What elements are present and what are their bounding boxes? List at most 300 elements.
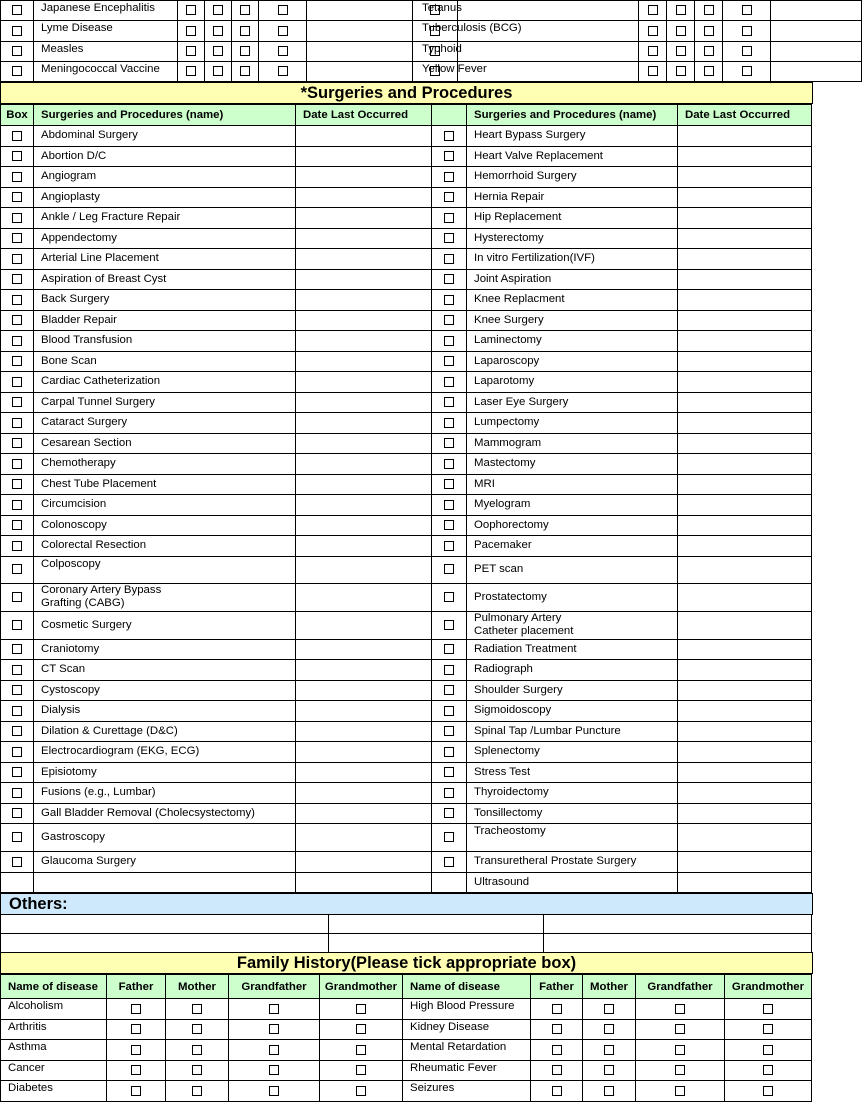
checkbox[interactable] (676, 26, 686, 36)
surgery-date[interactable] (296, 762, 432, 783)
surgery-date[interactable] (678, 680, 812, 701)
checkbox[interactable] (676, 5, 686, 15)
surgery-box-cell (1, 639, 34, 660)
surgery-date[interactable] (296, 680, 432, 701)
family-disease: Arthritis (1, 1019, 107, 1040)
checkbox[interactable] (763, 1004, 773, 1014)
surgery-date[interactable] (296, 146, 432, 167)
checkbox[interactable] (240, 5, 250, 15)
surgery-date[interactable] (678, 872, 812, 893)
surgery-box-cell (432, 392, 467, 413)
vaccine-dose-cell (259, 1, 307, 21)
checkbox[interactable] (186, 66, 196, 76)
checkbox[interactable] (12, 254, 22, 264)
surgery-name: Prostatectomy (467, 583, 678, 611)
checkbox[interactable] (763, 1024, 773, 1034)
surgery-name: Knee Replacment (467, 290, 678, 311)
family-disease: Seizures (403, 1081, 531, 1102)
checkbox[interactable] (648, 26, 658, 36)
checkbox[interactable] (269, 1065, 279, 1075)
checkbox[interactable] (12, 315, 22, 325)
surgery-date[interactable] (678, 742, 812, 763)
checkbox[interactable] (131, 1004, 141, 1014)
checkbox[interactable] (444, 564, 454, 574)
surgery-date[interactable] (296, 783, 432, 804)
family-grandfather-cell (636, 1060, 725, 1081)
checkbox[interactable] (192, 1004, 202, 1014)
checkbox[interactable] (213, 5, 223, 15)
checkbox[interactable] (192, 1024, 202, 1034)
checkbox[interactable] (444, 172, 454, 182)
checkbox[interactable] (552, 1045, 562, 1055)
family-disease: Diabetes (1, 1081, 107, 1102)
checkbox[interactable] (12, 213, 22, 223)
checkbox[interactable] (444, 665, 454, 675)
checkbox[interactable] (552, 1065, 562, 1075)
checkbox[interactable] (278, 46, 288, 56)
surgery-box-cell (1, 515, 34, 536)
checkbox[interactable] (444, 397, 454, 407)
surgery-date[interactable] (296, 372, 432, 393)
checkbox[interactable] (763, 1086, 773, 1096)
checkbox[interactable] (278, 5, 288, 15)
checkbox[interactable] (552, 1004, 562, 1014)
checkbox[interactable] (444, 767, 454, 777)
checkbox[interactable] (648, 5, 658, 15)
vaccine-name-right (422, 1, 639, 21)
surgery-date[interactable] (678, 351, 812, 372)
surgery-date[interactable] (678, 515, 812, 536)
surgery-date[interactable] (296, 351, 432, 372)
checkbox[interactable] (12, 832, 22, 842)
surgery-row (1, 701, 812, 722)
checkbox[interactable] (269, 1045, 279, 1055)
vaccine-dose-cell (259, 62, 307, 82)
checkbox[interactable] (12, 685, 22, 695)
checkbox[interactable] (444, 131, 454, 141)
checkbox[interactable] (444, 254, 454, 264)
surgery-row (1, 208, 812, 229)
checkbox[interactable] (444, 832, 454, 842)
checkbox[interactable] (192, 1086, 202, 1096)
checkbox[interactable] (12, 665, 22, 675)
surgery-date[interactable] (678, 824, 812, 852)
vaccine-box-cell (1, 1, 34, 21)
checkbox[interactable] (444, 356, 454, 366)
surgery-date[interactable] (296, 392, 432, 413)
checkbox[interactable] (444, 644, 454, 654)
surgery-date[interactable] (296, 290, 432, 311)
checkbox[interactable] (192, 1045, 202, 1055)
surgery-date[interactable] (678, 556, 812, 583)
checkbox[interactable] (704, 5, 714, 15)
checkbox[interactable] (240, 66, 250, 76)
surgery-row (1, 721, 812, 742)
family-grandmother-cell (320, 1081, 403, 1102)
surgery-date[interactable] (678, 783, 812, 804)
checkbox[interactable] (213, 26, 223, 36)
surgery-date[interactable] (296, 803, 432, 824)
checkbox[interactable] (213, 46, 223, 56)
surgery-date[interactable] (296, 187, 432, 208)
family-header-mother: Mother (166, 975, 229, 999)
vaccine-dose-cell (205, 1, 232, 21)
surgery-date[interactable] (678, 701, 812, 722)
surgery-date[interactable] (296, 556, 432, 583)
checkbox[interactable] (12, 857, 22, 867)
vaccine-date[interactable] (771, 21, 862, 42)
checkbox[interactable] (12, 541, 22, 551)
checkbox[interactable] (12, 397, 22, 407)
checkbox[interactable] (444, 520, 454, 530)
surgery-date[interactable] (296, 249, 432, 270)
checkbox[interactable] (12, 5, 22, 15)
surgery-date[interactable] (296, 433, 432, 454)
checkbox[interactable] (444, 418, 454, 428)
surgery-name: Bladder Repair (34, 310, 296, 331)
surgery-date[interactable] (678, 536, 812, 557)
surgery-date[interactable] (296, 126, 432, 147)
checkbox[interactable] (12, 336, 22, 346)
surgery-date[interactable] (296, 824, 432, 852)
checkbox[interactable] (444, 233, 454, 243)
checkbox[interactable] (604, 1086, 614, 1096)
checkbox[interactable] (186, 46, 196, 56)
checkbox[interactable] (444, 747, 454, 757)
checkbox[interactable] (12, 747, 22, 757)
surgery-date[interactable] (296, 310, 432, 331)
header-name-left: Surgeries and Procedures (name) (34, 105, 296, 126)
surgery-date[interactable] (678, 413, 812, 434)
vaccine-date[interactable] (307, 42, 413, 62)
surgery-date[interactable] (296, 331, 432, 352)
family-header-row (1, 975, 812, 999)
checkbox[interactable] (444, 336, 454, 346)
surgery-row (1, 583, 812, 611)
surgery-date[interactable] (678, 454, 812, 475)
surgery-name: In vitro Fertilization(IVF) (467, 249, 678, 270)
checkbox[interactable] (356, 1004, 366, 1014)
surgery-date[interactable] (678, 852, 812, 873)
surgery-date[interactable] (296, 611, 432, 639)
surgery-date[interactable] (678, 146, 812, 167)
checkbox[interactable] (12, 26, 22, 36)
checkbox[interactable] (278, 26, 288, 36)
surgery-date[interactable] (678, 290, 812, 311)
checkbox[interactable] (12, 192, 22, 202)
surgery-box-cell (432, 187, 467, 208)
surgery-date[interactable] (296, 639, 432, 660)
checkbox[interactable] (742, 26, 752, 36)
surgery-box-cell (1, 208, 34, 229)
checkbox[interactable] (12, 66, 22, 76)
vaccine-name: Lyme Disease (34, 21, 178, 42)
surgery-name: Bone Scan (34, 351, 296, 372)
surgery-date[interactable] (678, 762, 812, 783)
checkbox[interactable] (12, 418, 22, 428)
checkbox[interactable] (213, 66, 223, 76)
checkbox[interactable] (444, 726, 454, 736)
checkbox[interactable] (356, 1086, 366, 1096)
checkbox[interactable] (12, 377, 22, 387)
checkbox[interactable] (444, 706, 454, 716)
checkbox[interactable] (356, 1045, 366, 1055)
checkbox[interactable] (12, 644, 22, 654)
surgery-date[interactable] (678, 611, 812, 639)
surgery-date[interactable] (296, 721, 432, 742)
checkbox[interactable] (444, 315, 454, 325)
surgery-date[interactable] (678, 310, 812, 331)
surgery-date[interactable] (296, 536, 432, 557)
checkbox[interactable] (763, 1065, 773, 1075)
vaccine-date[interactable] (771, 42, 862, 62)
surgery-name: Ultrasound (467, 872, 678, 893)
surgery-name: Joint Aspiration (467, 269, 678, 290)
checkbox[interactable] (12, 592, 22, 602)
surgery-name: Laser Eye Surgery (467, 392, 678, 413)
checkbox[interactable] (444, 592, 454, 602)
family-father-cell (531, 1060, 583, 1081)
checkbox[interactable] (12, 46, 22, 56)
surgery-name: Cystoscopy (34, 680, 296, 701)
checkbox[interactable] (12, 726, 22, 736)
checkbox[interactable] (12, 356, 22, 366)
surgery-box-cell (1, 680, 34, 701)
vaccine-date[interactable] (307, 1, 413, 21)
checkbox[interactable] (131, 1045, 141, 1055)
checkbox[interactable] (763, 1045, 773, 1055)
checkbox[interactable] (12, 706, 22, 716)
checkbox[interactable] (12, 788, 22, 798)
surgery-name: Cosmetic Surgery (34, 611, 296, 639)
vaccine-date[interactable] (771, 1, 862, 21)
checkbox[interactable] (604, 1065, 614, 1075)
surgery-date[interactable] (678, 639, 812, 660)
checkbox[interactable] (444, 857, 454, 867)
checkbox[interactable] (444, 479, 454, 489)
surgery-box-cell (432, 249, 467, 270)
checkbox[interactable] (444, 213, 454, 223)
checkbox[interactable] (675, 1004, 685, 1014)
surgery-name: Dialysis (34, 701, 296, 722)
surgery-name: Cardiac Catheterization (34, 372, 296, 393)
checkbox[interactable] (12, 459, 22, 469)
vaccine-date[interactable] (307, 21, 413, 42)
surgery-name: Carpal Tunnel Surgery (34, 392, 296, 413)
checkbox[interactable] (356, 1065, 366, 1075)
surgery-date[interactable] (296, 454, 432, 475)
surgery-box-cell (432, 454, 467, 475)
surgery-name: Myelogram (467, 495, 678, 516)
surgery-row (1, 433, 812, 454)
surgery-empty (432, 872, 467, 893)
surgery-name: Splenectomy (467, 742, 678, 763)
checkbox[interactable] (131, 1065, 141, 1075)
family-header-disease: Name of disease (403, 975, 531, 999)
checkbox[interactable] (12, 520, 22, 530)
checkbox[interactable] (131, 1086, 141, 1096)
family-grandfather-cell (229, 1019, 320, 1040)
checkbox[interactable] (444, 541, 454, 551)
surgery-date[interactable] (678, 167, 812, 188)
checkbox[interactable] (12, 500, 22, 510)
checkbox[interactable] (278, 66, 288, 76)
surgery-date[interactable] (296, 701, 432, 722)
surgery-date[interactable] (296, 269, 432, 290)
checkbox[interactable] (675, 1045, 685, 1055)
vaccine-date[interactable] (307, 62, 413, 82)
vaccine-date[interactable] (771, 62, 862, 82)
checkbox[interactable] (12, 151, 22, 161)
checkbox[interactable] (704, 46, 714, 56)
checkbox[interactable] (12, 274, 22, 284)
surgery-row (1, 762, 812, 783)
checkbox[interactable] (742, 66, 752, 76)
checkbox[interactable] (648, 66, 658, 76)
checkbox[interactable] (12, 233, 22, 243)
checkbox[interactable] (12, 767, 22, 777)
surgery-box-cell (432, 331, 467, 352)
surgery-date[interactable] (678, 721, 812, 742)
surgery-date[interactable] (678, 660, 812, 681)
checkbox[interactable] (269, 1024, 279, 1034)
checkbox[interactable] (12, 295, 22, 305)
checkbox[interactable] (12, 808, 22, 818)
surgery-date[interactable] (296, 474, 432, 495)
others-field[interactable] (329, 934, 544, 953)
checkbox[interactable] (444, 808, 454, 818)
others-field[interactable] (1, 934, 329, 953)
checkbox[interactable] (240, 46, 250, 56)
checkbox[interactable] (675, 1024, 685, 1034)
checkbox[interactable] (552, 1086, 562, 1096)
surgery-date[interactable] (296, 660, 432, 681)
checkbox[interactable] (444, 500, 454, 510)
family-header-father: Father (107, 975, 166, 999)
surgery-date[interactable] (296, 852, 432, 873)
family-grandfather-cell (229, 1060, 320, 1081)
surgery-box-cell (1, 413, 34, 434)
surgery-date[interactable] (678, 495, 812, 516)
checkbox[interactable] (444, 620, 454, 630)
checkbox[interactable] (604, 1045, 614, 1055)
checkbox[interactable] (356, 1024, 366, 1034)
surgery-date[interactable] (296, 742, 432, 763)
checkbox[interactable] (742, 5, 752, 15)
surgery-date[interactable] (678, 474, 812, 495)
surgery-date[interactable] (296, 208, 432, 229)
surgery-date[interactable] (678, 372, 812, 393)
surgery-box-cell (1, 824, 34, 852)
checkbox[interactable] (12, 172, 22, 182)
surgery-box-cell (432, 269, 467, 290)
surgery-date[interactable] (678, 331, 812, 352)
surgery-date[interactable] (678, 208, 812, 229)
surgery-date[interactable] (296, 583, 432, 611)
checkbox[interactable] (12, 620, 22, 630)
checkbox[interactable] (704, 66, 714, 76)
checkbox[interactable] (444, 274, 454, 284)
surgery-name: Colonoscopy (34, 515, 296, 536)
header-date-left: Date Last Occurred (296, 105, 432, 126)
checkbox[interactable] (444, 377, 454, 387)
surgery-date[interactable] (296, 515, 432, 536)
others-field[interactable] (329, 915, 544, 934)
surgery-row (1, 495, 812, 516)
surgery-date[interactable] (296, 228, 432, 249)
surgery-date[interactable] (678, 269, 812, 290)
family-row (1, 999, 812, 1020)
surgery-date[interactable] (296, 167, 432, 188)
checkbox[interactable] (269, 1004, 279, 1014)
checkbox[interactable] (186, 26, 196, 36)
checkbox[interactable] (552, 1024, 562, 1034)
checkbox[interactable] (675, 1086, 685, 1096)
checkbox[interactable] (444, 459, 454, 469)
surgery-row (1, 413, 812, 434)
checkbox[interactable] (604, 1004, 614, 1014)
vaccine-dose-cell (205, 21, 232, 42)
checkbox[interactable] (444, 192, 454, 202)
surgery-date[interactable] (678, 126, 812, 147)
checkbox[interactable] (676, 46, 686, 56)
checkbox[interactable] (192, 1065, 202, 1075)
surgery-date[interactable] (678, 249, 812, 270)
checkbox[interactable] (676, 66, 686, 76)
checkbox[interactable] (444, 685, 454, 695)
checkbox[interactable] (444, 295, 454, 305)
checkbox[interactable] (12, 564, 22, 574)
family-father-cell (531, 1081, 583, 1102)
checkbox[interactable] (269, 1086, 279, 1096)
surgery-row (1, 331, 812, 352)
checkbox[interactable] (12, 438, 22, 448)
surgery-row (1, 310, 812, 331)
surgery-name: Colposcopy (34, 556, 296, 583)
surgery-date[interactable] (296, 495, 432, 516)
checkbox[interactable] (444, 438, 454, 448)
surgery-date[interactable] (678, 392, 812, 413)
surgery-date[interactable] (678, 583, 812, 611)
checkbox[interactable] (444, 788, 454, 798)
others-field[interactable] (544, 915, 812, 934)
surgery-date[interactable] (678, 187, 812, 208)
surgery-date[interactable] (678, 228, 812, 249)
surgery-name: Spinal Tap /Lumbar Puncture (467, 721, 678, 742)
checkbox[interactable] (131, 1024, 141, 1034)
vaccines-table (0, 0, 862, 82)
others-field[interactable] (1, 915, 329, 934)
family-grandfather-cell (636, 1019, 725, 1040)
surgery-date[interactable] (678, 803, 812, 824)
surgery-box-cell (1, 454, 34, 475)
checkbox[interactable] (742, 46, 752, 56)
checkbox[interactable] (444, 151, 454, 161)
checkbox[interactable] (240, 26, 250, 36)
checkbox[interactable] (186, 5, 196, 15)
surgery-date[interactable] (296, 413, 432, 434)
surgery-date[interactable] (678, 433, 812, 454)
vaccine-dose-cell (639, 42, 667, 62)
checkbox[interactable] (648, 46, 658, 56)
checkbox[interactable] (12, 131, 22, 141)
checkbox[interactable] (704, 26, 714, 36)
others-field[interactable] (544, 934, 812, 953)
checkbox[interactable] (675, 1065, 685, 1075)
vaccine-dose-cell (178, 1, 205, 21)
checkbox[interactable] (604, 1024, 614, 1034)
checkbox[interactable] (12, 479, 22, 489)
